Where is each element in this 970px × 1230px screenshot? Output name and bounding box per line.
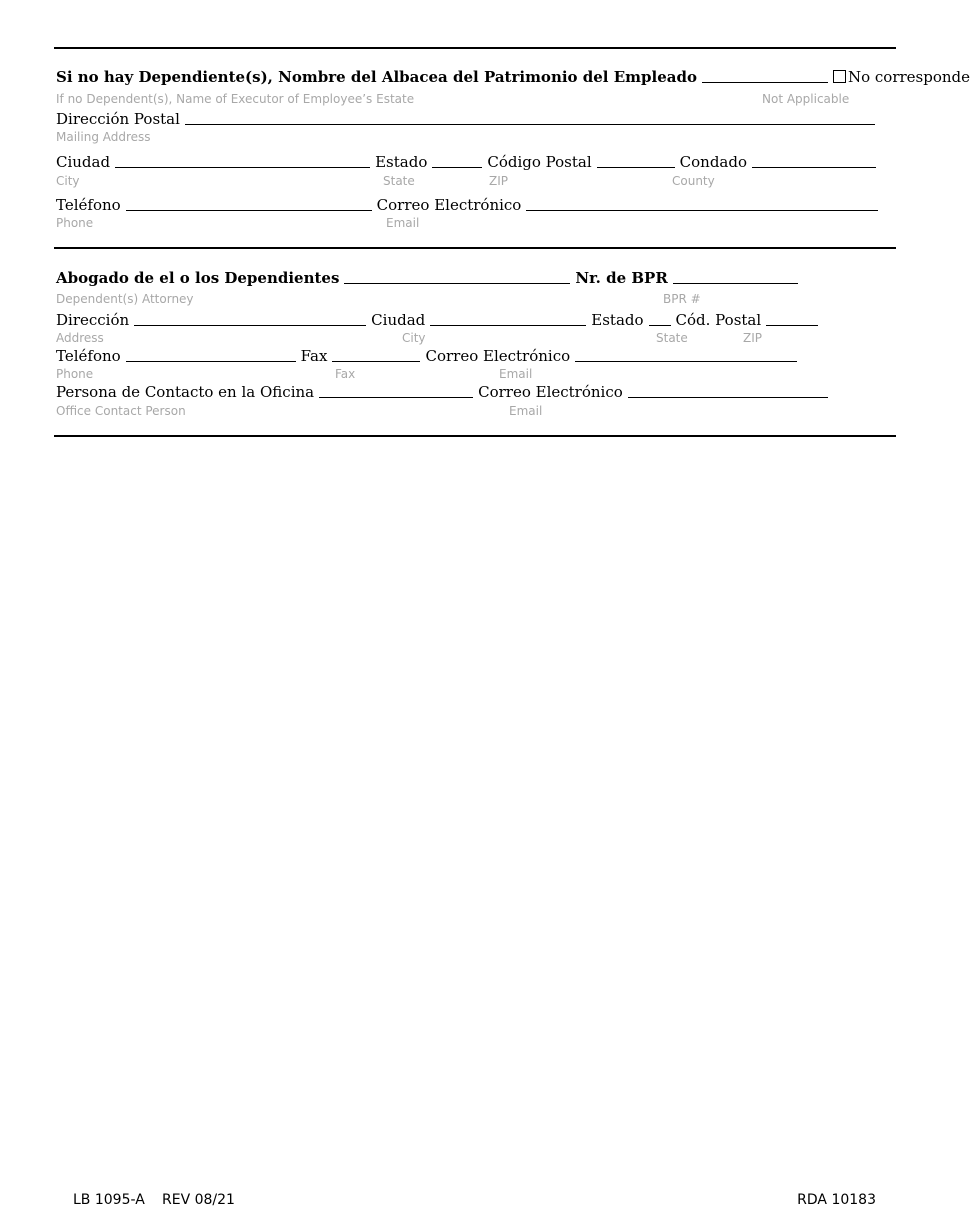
mailing-address-caption: Mailing Address (56, 130, 151, 144)
executor-phone-row (56, 196, 878, 214)
zip-field[interactable] (597, 166, 675, 168)
office-contact-row (56, 383, 828, 401)
bpr-label: Nr. de BPR (575, 269, 668, 287)
state-caption: State (383, 174, 415, 188)
phone-caption: Phone (56, 216, 94, 230)
attorney-email-caption: Email (499, 367, 533, 381)
state-field[interactable] (432, 166, 482, 168)
attorney-caption: Dependent(s) Attorney (56, 292, 194, 306)
section-divider-top (54, 47, 896, 49)
email-field[interactable] (526, 209, 878, 211)
email-label: Correo Electrónico (376, 196, 522, 214)
executor-name-caption: If no Dependent(s), Name of Executor of Employee’s Estate (56, 92, 415, 106)
revision: REV 08/21 (162, 1192, 235, 1208)
attorney-address-label: Dirección (56, 311, 130, 329)
not-applicable-checkbox[interactable] (833, 70, 846, 83)
rda-number: RDA 10183 (797, 1192, 876, 1208)
executor-name-row (56, 68, 970, 86)
fax-label: Fax (300, 347, 328, 365)
attorney-state-caption: State (656, 331, 688, 345)
fax-field[interactable] (332, 360, 420, 362)
executor-name-field[interactable] (702, 81, 828, 83)
phone-label: Teléfono (56, 196, 121, 214)
mailing-address-label: Dirección Postal (56, 110, 180, 128)
executor-city-row (56, 153, 876, 171)
attorney-zip-caption: ZIP (743, 331, 762, 345)
attorney-phone-label: Teléfono (56, 347, 121, 365)
office-contact-caption: Office Contact Person (56, 404, 186, 418)
not-applicable-label: No corresponde (847, 68, 970, 86)
office-contact-email-caption: Email (509, 404, 543, 418)
fax-caption: Fax (335, 367, 356, 381)
not-applicable-caption: Not Applicable (762, 92, 850, 106)
zip-caption: ZIP (489, 174, 508, 188)
office-contact-field[interactable] (319, 396, 473, 398)
attorney-phone-row (56, 347, 797, 365)
attorney-phone-field[interactable] (126, 360, 296, 362)
bpr-caption: BPR # (663, 292, 701, 306)
office-contact-label: Persona de Contacto en la Oficina (56, 383, 315, 401)
attorney-email-label: Correo Electrónico (425, 347, 571, 365)
city-field[interactable] (115, 166, 370, 168)
city-label: Ciudad (56, 153, 111, 171)
attorney-city-label: Ciudad (371, 311, 426, 329)
zip-label: Código Postal (487, 153, 592, 171)
mailing-address-field[interactable] (185, 123, 875, 125)
attorney-zip-label: Cód. Postal (675, 311, 762, 329)
state-label: Estado (375, 153, 428, 171)
county-label: Condado (679, 153, 748, 171)
county-field[interactable] (752, 166, 876, 168)
office-contact-email-label: Correo Electrónico (478, 383, 623, 401)
email-caption: Email (386, 216, 420, 230)
mailing-address-row (56, 110, 875, 128)
county-caption: County (672, 174, 715, 188)
attorney-address-row (56, 311, 818, 329)
attorney-row (56, 269, 798, 287)
attorney-city-field[interactable] (430, 324, 586, 326)
attorney-phone-caption: Phone (56, 367, 94, 381)
attorney-label: Abogado de el o los Dependientes (56, 269, 340, 287)
attorney-state-field[interactable] (649, 324, 671, 326)
bpr-field[interactable] (673, 282, 798, 284)
attorney-address-caption: Address (56, 331, 104, 345)
section-divider-middle (54, 247, 896, 249)
section-divider-bottom (54, 435, 896, 437)
city-caption: City (56, 174, 80, 188)
form-number: LB 1095-A (73, 1192, 145, 1208)
attorney-field[interactable] (344, 282, 570, 284)
office-contact-email-field[interactable] (628, 396, 828, 398)
attorney-zip-field[interactable] (766, 324, 818, 326)
attorney-city-caption: City (402, 331, 426, 345)
attorney-email-field[interactable] (575, 360, 797, 362)
phone-field[interactable] (126, 209, 372, 211)
attorney-state-label: Estado (591, 311, 644, 329)
executor-name-label: Si no hay Dependiente(s), Nombre del Albacea del Patrimonio del Empleado (56, 68, 697, 86)
attorney-address-field[interactable] (134, 324, 366, 326)
